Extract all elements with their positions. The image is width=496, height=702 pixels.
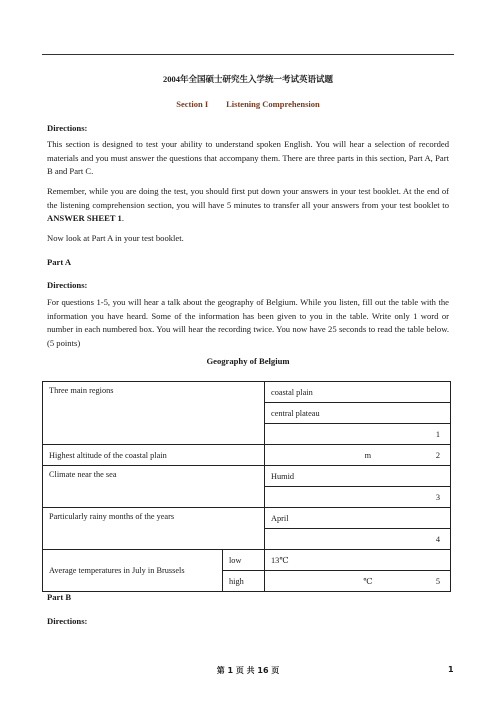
answer-box-3[interactable]: 3	[265, 487, 451, 508]
climate-label: Climate near the sea	[43, 466, 265, 508]
answer-number-2: 2	[435, 450, 441, 460]
section-heading	[0, 99, 496, 109]
part-b-heading: Part B	[47, 592, 72, 602]
temp-high-unit: ℃	[363, 577, 373, 586]
page-footer: 第 1 页 共 16 页	[216, 666, 280, 675]
table-row	[43, 445, 451, 466]
table-caption: Geography of Belgium	[206, 356, 290, 366]
page-number: 1	[448, 665, 454, 674]
table-row	[43, 466, 451, 487]
intro-paragraph-2	[47, 185, 449, 226]
temp-low-value: 13℃	[265, 550, 451, 571]
answer-sheet-ref: ANSWER SHEET 1	[47, 213, 122, 223]
answer-box-2[interactable]	[265, 445, 451, 466]
table-row	[43, 382, 451, 403]
section-number: Section I	[176, 99, 209, 109]
part-a-directions-label: Directions:	[47, 280, 88, 290]
geography-table	[42, 381, 451, 592]
table-row	[43, 550, 451, 571]
part-a-heading: Part A	[47, 257, 72, 267]
intro-paragraph-1: This section is designed to test your ability to understand spoken English. You will hear a selection of recorded materials and you must answer the questions that accompany them. There are three parts in this section, Part A, Part B and Part C.	[47, 139, 449, 176]
intro-p2-end: .	[121, 213, 124, 223]
answer-number-5: 5	[435, 577, 441, 586]
region-central-plateau: central plateau	[265, 403, 451, 424]
altitude-unit: m	[364, 450, 372, 460]
altitude-label: Highest altitude of the coastal plain	[43, 445, 265, 466]
climate-humid: Humid	[265, 466, 451, 487]
temp-low-label: low	[223, 550, 265, 571]
exam-title: 2004年全国硕士研究生入学统一考试英语试题	[162, 74, 333, 84]
directions-label: Directions:	[47, 123, 88, 133]
part-a-instructions: For questions 1-5, you will hear a talk about the geography of Belgium. While you listen, fill out the table with the information you have heard. Some of the information has been given to you in the table. Write only 1 word or number in each numbered box. You will hear the recording twice. You now have 25 seconds to read the table below. (5 points)	[47, 297, 449, 348]
section-name: Listening Comprehension	[226, 99, 320, 109]
header-rule	[42, 54, 454, 55]
rainy-months-label: Particularly rainy months of the years	[43, 508, 265, 550]
intro-paragraph-3: Now look at Part A in your test booklet.	[47, 233, 184, 243]
answer-box-4[interactable]: 4	[265, 529, 451, 550]
region-coastal-plain: coastal plain	[265, 382, 451, 403]
part-b-directions-label: Directions:	[47, 616, 88, 626]
rainy-april: April	[265, 508, 451, 529]
answer-box-1[interactable]: 1	[265, 424, 451, 445]
table-row	[43, 508, 451, 529]
temperature-label: Average temperatures in July in Brussels	[43, 550, 223, 592]
intro-p2-text: Remember, while you are doing the test, you should first put down your answers in your test booklet. At the end of the listening comprehension section, you will have 5 minutes to transfer all your answers from your test booklet to	[47, 186, 449, 210]
regions-label: Three main regions	[43, 382, 265, 445]
temp-high-label: high	[223, 571, 265, 592]
answer-box-5[interactable]	[265, 571, 451, 592]
